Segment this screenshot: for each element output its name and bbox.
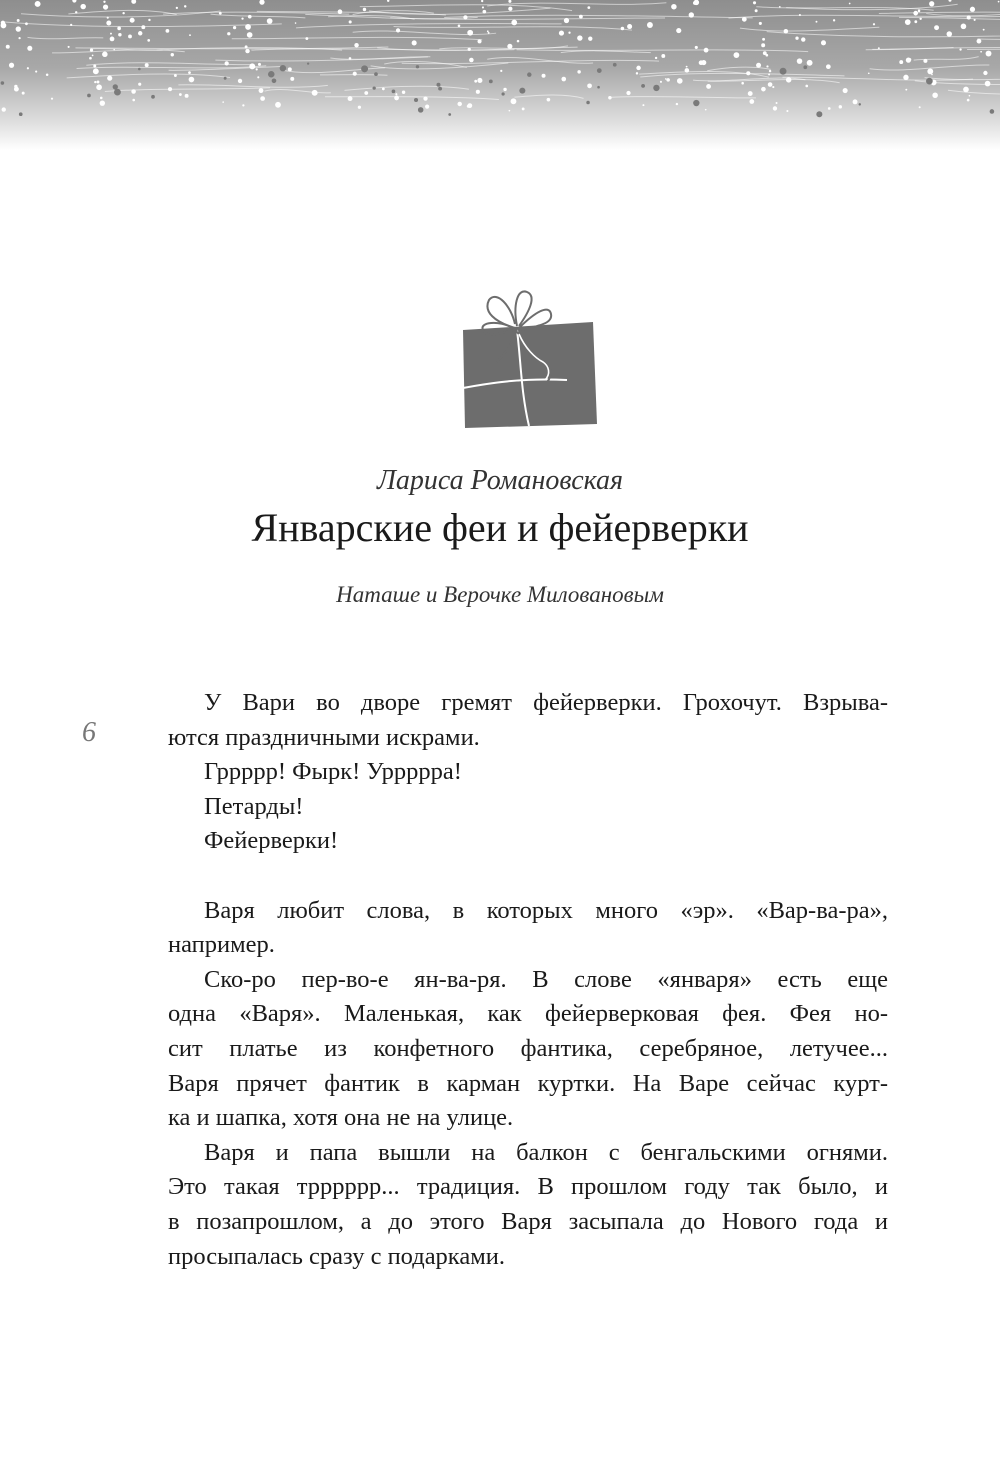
text-line: Петарды! [204,792,304,820]
paragraph [168,963,888,1136]
author-name: Лариса Романовская [376,465,624,496]
text-line: одна «Варя». Маленькая, как фейерверковая фея. Фея но- [168,1000,888,1028]
text-line: например. [168,931,275,959]
text-line: ются праздничными искрами. [168,723,480,751]
paragraph [168,894,888,963]
paragraph [168,824,888,859]
paragraph [168,1136,888,1274]
text-line: Ско-ро пер-во-е ян-ва-ря. В слове «января» есть еще [204,965,888,993]
snowy-scribble-band [0,0,1000,150]
gift-box-icon [455,282,605,432]
text-line: в позапрошлом, а до этого Варя засыпала до Нового года и [168,1207,888,1235]
text-line: Гррррр! Фырк! Урррррa! [204,758,462,786]
page-number: 6 [82,717,96,748]
text-line: Варя прячет фантик в карман куртки. На Варе сейчас курт- [168,1069,888,1097]
text-line: просыпалась сразу с подарками. [168,1242,505,1270]
paragraph [168,686,888,755]
text-line: Фейерверки! [204,827,339,855]
text-line: сит платье из конфетного фантика, серебряное, летучее... [168,1034,888,1062]
text-line: Варя любит слова, в которых много «эр». «Вар-ва-ра», [204,896,888,924]
text-line: Это такая трррррр... традиция. В прошлом году так было, и [168,1173,888,1201]
paragraph-gap [168,859,888,894]
text-line: У Вари во дворе гремят фейерверки. Грохочут. Взрыва- [204,689,888,716]
story-text [168,686,888,1274]
dedication: Наташе и Верочке Миловановым [336,582,664,607]
paragraph [168,755,888,790]
text-line: Варя и папа вышли на балкон с бенгальскими огнями. [204,1138,888,1166]
story-title: Январские феи и фейерверки [251,505,749,550]
text-line: ка и шапка, хотя она не на улице. [168,1104,514,1132]
paragraph [168,790,888,825]
